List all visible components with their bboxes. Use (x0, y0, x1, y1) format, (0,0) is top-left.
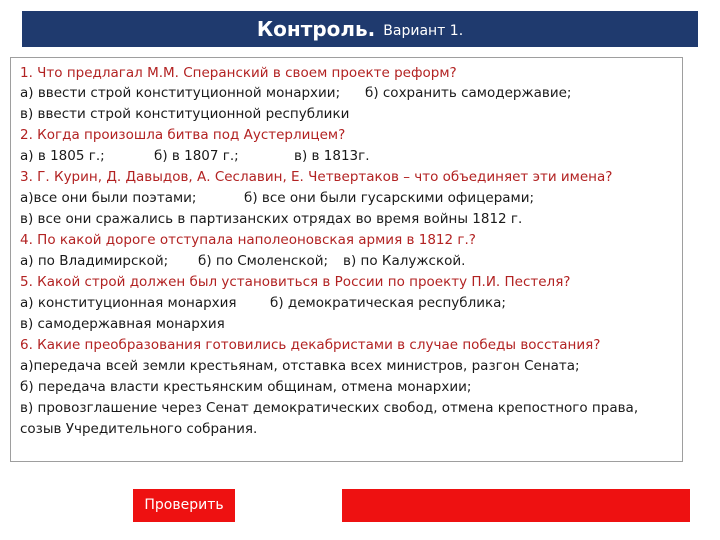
answer-option-c-continued: созыв Учредительного собрания. (20, 421, 258, 437)
check-button[interactable]: Проверить (133, 489, 235, 522)
variant-label: Вариант 1. (383, 23, 464, 39)
answer-option-b[interactable]: б) сохранить самодержавие; (365, 85, 572, 101)
answer-option-b[interactable]: б) все они были гусарскими офицерами; (244, 190, 535, 206)
question-5: 5. Какой строй должен был установиться в России по проекту П.И. Пестеля? (20, 274, 571, 290)
question-3: 3. Г. Курин, Д. Давыдов, А. Сеславин, Е. Четвертаков – что объединяет эти имена? (20, 169, 613, 185)
answer-option-b[interactable]: б) в 1807 г.; (154, 148, 239, 164)
answer-option-c[interactable]: в) все они сражались в партизанских отрядах во время войны 1812 г. (20, 211, 523, 227)
answer-option-c[interactable]: в) провозглашение через Сенат демократических свобод, отмена крепостного права, (20, 400, 639, 416)
answer-option-a[interactable]: а) в 1805 г.; (20, 148, 105, 164)
answer-option-c[interactable]: в) в 1813г. (294, 148, 370, 164)
page-title: Контроль. (256, 17, 376, 41)
answer-option-a[interactable]: а) конституционная монархия (20, 295, 237, 311)
answer-row (20, 188, 680, 208)
answer-option-a[interactable]: а) ввести строй конституционной монархии; (20, 85, 341, 101)
answer-row (20, 146, 680, 166)
question-4: 4. По какой дороге отступала наполеоновская армия в 1812 г.? (20, 232, 476, 248)
answer-option-a[interactable]: а) по Владимирской; (20, 253, 169, 269)
answer-row (20, 251, 680, 271)
answer-option-c[interactable]: в) самодержавная монархия (20, 316, 225, 332)
answer-option-a[interactable]: а)передача всей земли крестьянам, отставка всех министров, разгон Сената; (20, 358, 580, 374)
answer-option-b[interactable]: б) по Смоленской; (198, 253, 329, 269)
answer-row (20, 83, 680, 103)
answer-option-b[interactable]: б) демократическая республика; (270, 295, 506, 311)
answer-row (20, 293, 680, 313)
result-button[interactable] (342, 489, 690, 522)
answer-option-c[interactable]: в) ввести строй конституционной республики (20, 106, 350, 122)
question-2: 2. Когда произошла битва под Аустерлицем? (20, 127, 346, 143)
answer-option-a[interactable]: а)все они были поэтами; (20, 190, 197, 206)
answer-option-c[interactable]: в) по Калужской. (343, 253, 466, 269)
answer-option-b[interactable]: б) передача власти крестьянским общинам, отмена монархии; (20, 379, 472, 395)
question-6: 6. Какие преобразования готовились декабристами в случае победы восстания? (20, 337, 601, 353)
question-1: 1. Что предлагал М.М. Сперанский в своем проекте реформ? (20, 65, 457, 81)
header-bar (22, 11, 698, 47)
